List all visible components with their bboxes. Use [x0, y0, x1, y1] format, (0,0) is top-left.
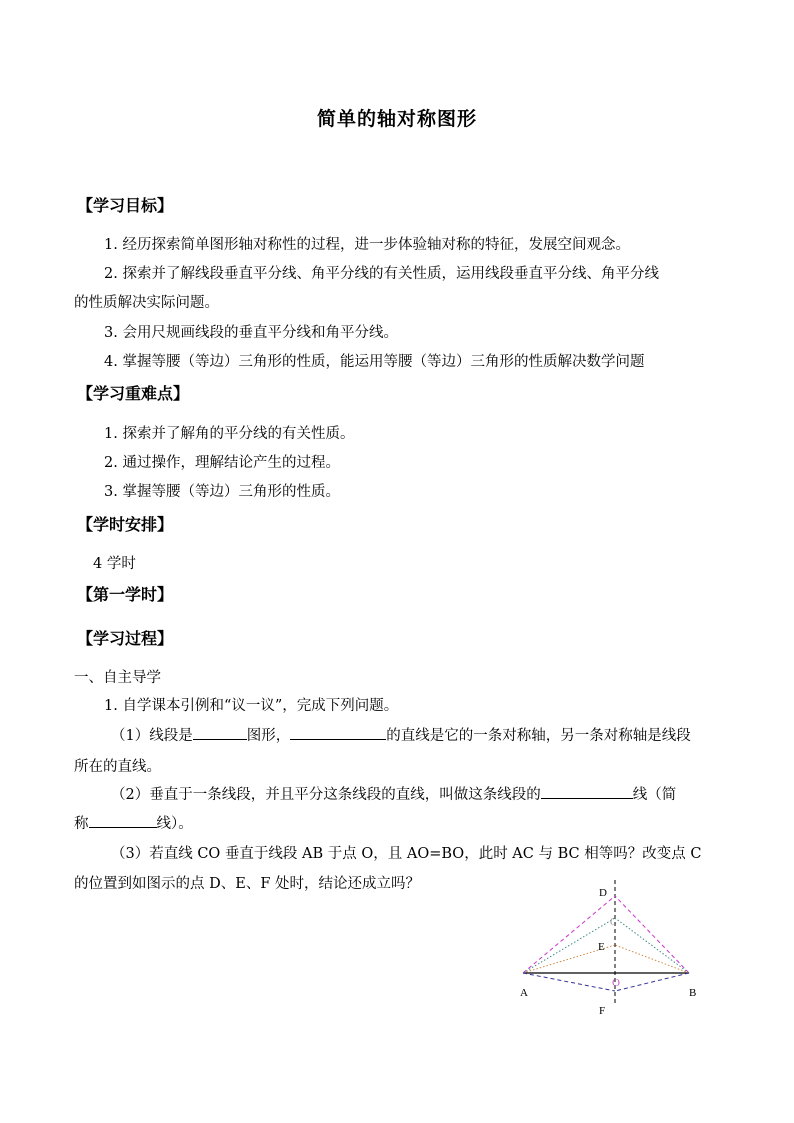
line-bc	[615, 918, 689, 973]
answer-blank[interactable]	[541, 784, 633, 799]
question-1-2-continued	[74, 812, 193, 833]
label-o: O	[612, 977, 620, 989]
question-1-1-continued: 所在的直线。	[74, 759, 161, 775]
question-1-3-continued: 的位置到如图示的点 D、E、F 处时，结论还成立吗？	[74, 876, 420, 892]
schedule-text: 4 学时	[93, 556, 136, 572]
section-keypoints-heading: 【学习重难点】	[77, 384, 190, 403]
answer-blank[interactable]	[193, 725, 247, 740]
part1-heading: 一、自主导学	[74, 670, 161, 686]
question-1: 1. 自学课本引例和“议一议”，完成下列问题。	[104, 698, 399, 714]
label-a: A	[520, 987, 528, 999]
answer-blank[interactable]	[89, 813, 157, 828]
label-e: E	[598, 941, 605, 953]
goal-item-2: 2. 探索并了解线段垂直平分线、角平分线的有关性质，运用线段垂直平分线、角平分线	[104, 266, 659, 282]
keypoint-item-3: 3. 掌握等腰（等边）三角形的性质。	[104, 484, 340, 500]
section-process-heading: 【学习过程】	[77, 629, 174, 648]
line-af	[523, 973, 615, 991]
line-be	[615, 945, 689, 973]
question-1-3: （3）若直线 CO 垂直于线段 AB 于点 O，且 AO=BO，此时 AC 与 BC 相等吗？改变点 C	[111, 846, 702, 862]
goal-item-3: 3. 会用尺规画线段的垂直平分线和角平分线。	[104, 325, 398, 341]
q1-1-text-a: （1）线段是	[111, 728, 193, 744]
q1-1-text-c: 的直线是它的一条对称轴，另一条对称轴是线段	[386, 728, 691, 744]
q1-2-text-d: 线）。	[156, 816, 193, 832]
goal-item-4: 4. 掌握等腰（等边）三角形的性质，能运用等腰（等边）三角形的性质解决数学问题	[104, 354, 645, 370]
goal-item-2-continued: 的性质解决实际问题。	[74, 295, 219, 311]
question-1-2	[111, 783, 676, 804]
q1-2-text-c: 称	[74, 816, 89, 832]
q1-2-text-b: 线（简	[632, 787, 677, 803]
q1-2-text-a: （2）垂直于一条线段，并且平分这条线段的直线，叫做这条线段的	[111, 787, 541, 803]
line-bd	[615, 896, 689, 973]
page-title: 简单的轴对称图形	[316, 108, 477, 130]
answer-blank[interactable]	[290, 725, 386, 740]
label-d: D	[599, 887, 607, 899]
label-b: B	[689, 987, 697, 999]
section-first-period-heading: 【第一学时】	[77, 585, 174, 604]
keypoint-item-1: 1. 探索并了解角的平分线的有关性质。	[104, 426, 355, 442]
section-schedule-heading: 【学时安排】	[77, 515, 174, 534]
keypoint-item-2: 2. 通过操作，理解结论产生的过程。	[104, 455, 340, 471]
question-1-1	[111, 724, 691, 745]
q1-1-text-b: 图形，	[246, 728, 291, 744]
line-bf	[615, 973, 689, 991]
label-f: F	[599, 1005, 606, 1017]
perpendicular-bisector-figure	[512, 876, 708, 1022]
section-goals-heading: 【学习目标】	[77, 196, 174, 215]
label-c: C	[610, 917, 617, 928]
line-ad	[523, 896, 615, 973]
goal-item-1: 1. 经历探索简单图形轴对称性的过程，进一步体验轴对称的特征，发展空间观念。	[104, 237, 630, 253]
